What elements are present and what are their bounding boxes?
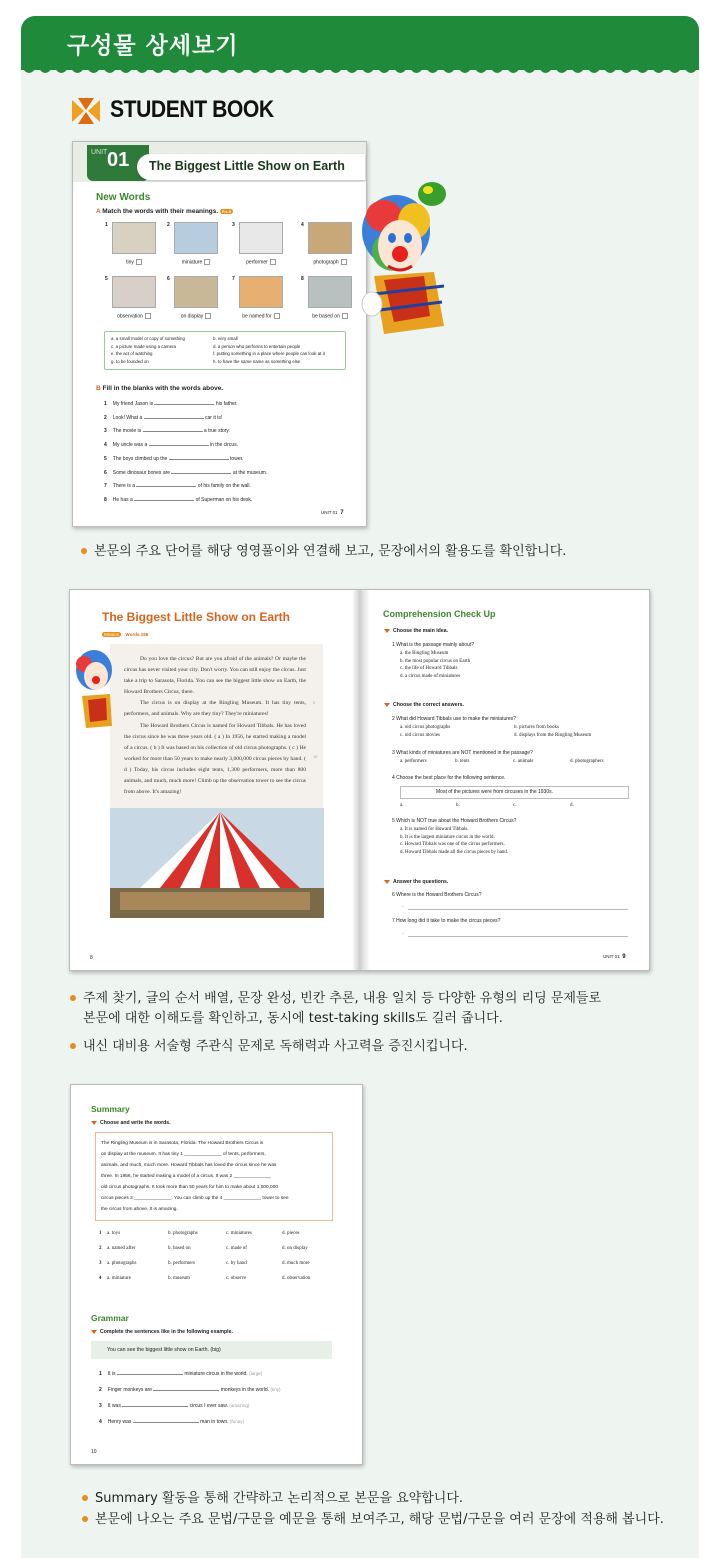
word-number: 4 xyxy=(301,222,304,228)
summary-line: the circus from above. It is amazing. xyxy=(101,1207,178,1212)
passage-paragraph: Do you love the circus? But are you afraid of the animals? Or maybe the circus has never visited your city. Don't worry. You can still enjoy the circus. Just take a trip to Sarasota, Florida. You can see the biggest little show on Earth, the Howard Brothers Circus, there. xyxy=(124,656,306,696)
answer-option: c. Howard Tibbals was one of the circus performers. xyxy=(400,842,505,847)
sentence-end: car it is! xyxy=(203,414,223,421)
grammar-heading: Grammar xyxy=(91,1313,129,1323)
bullet-item: 주제 찾기, 글의 순서 배열, 문장 완성, 빈칸 추론, 내용 일치 등 다양한 유형의 리딩 문제들로 본문에 대한 이해도를 확인하고, 동시에 test-taking skills도 길러 줍니다. xyxy=(70,989,690,1029)
scallop-edge xyxy=(21,66,699,78)
word-label: miniature xyxy=(167,259,225,265)
summary-text xyxy=(101,1138,289,1215)
answer-option: b. the most popular circus on Earth xyxy=(400,658,471,664)
fill-blank-sentence xyxy=(104,455,243,462)
sentence-start: Look! What a xyxy=(112,414,144,421)
fill-blank-sentence xyxy=(104,496,252,503)
bullet-dot xyxy=(82,1516,88,1522)
grammar-item-number: 4 xyxy=(99,1419,102,1425)
grammar-blank xyxy=(122,1402,188,1407)
meaning-item: a. a small model or copy of something xyxy=(111,336,185,341)
answer-option: b. pictures from books xyxy=(514,725,559,730)
word-number: 1 xyxy=(105,222,108,228)
passage-text xyxy=(124,654,306,798)
reading-title: The Biggest Little Show on Earth xyxy=(102,610,291,624)
word-picture xyxy=(308,276,352,308)
bullet-dot xyxy=(81,548,87,554)
meaning-item: f. putting something in a place where people can look at it xyxy=(213,351,325,357)
sentence-start: The movie is xyxy=(112,428,143,435)
section-b-instruction: B Fill in the blanks with the words above. xyxy=(96,385,224,392)
choice-option: a. named after xyxy=(107,1246,136,1251)
meaning-item: e. the act of watching xyxy=(111,351,153,357)
sentence-number: 2 xyxy=(104,414,107,421)
choice-option: b. museum xyxy=(168,1276,190,1281)
answer-blank xyxy=(144,414,204,419)
answer-option: d. a circus made of miniatures xyxy=(400,673,461,679)
answer-box xyxy=(145,313,151,319)
word-label: tiny xyxy=(105,259,163,265)
answer-box xyxy=(136,259,142,265)
question-text: 1 What is the passage mainly about? xyxy=(392,642,474,648)
page-summary-grammar xyxy=(70,1084,363,1465)
choice-option: d. pieces xyxy=(282,1231,300,1236)
choice-option: d. much more xyxy=(282,1261,310,1266)
answer-blank xyxy=(143,427,203,432)
answer-box xyxy=(270,259,276,265)
grammar-item-start: Finger monkeys are xyxy=(107,1387,154,1393)
clown-illustration xyxy=(354,176,454,336)
grammar-hint: (amazing) xyxy=(229,1403,250,1408)
grammar-item-start: It was xyxy=(107,1403,123,1409)
section-a-letter: A xyxy=(96,208,101,215)
choice-option: a. toys xyxy=(107,1231,121,1236)
word-label: observation xyxy=(105,313,163,319)
word-number: 3 xyxy=(232,222,235,228)
answer-arrow: → xyxy=(400,930,405,936)
sentence-start: My friend Jason is xyxy=(112,401,155,407)
question-text: 5 Which is NOT true about the Howard Brothers Circus? xyxy=(392,818,517,824)
sentence-end: in the circus. xyxy=(208,442,239,449)
passage-paragraph: The Howard Brothers Circus is named for Howard Tibbals. He has loved the circus since he was three years old. ( a ) In 1956, he started making a model of a circus. ( b ) It was based on his collection of old circus photographs. ( c ) He worked for more than 50 years to make nearly 3,000,000 circus pieces by hand. ( d ) Today, his circus includes eight tents, 1,300 performers, more than 800 animals, and much, much more! Climb up the observation tower to see the circus from above. It's amazing! xyxy=(124,722,306,796)
answer-blank xyxy=(136,482,196,487)
meanings-left xyxy=(111,335,185,365)
word-picture xyxy=(174,276,218,308)
answer-box xyxy=(205,313,211,319)
grammar-hint: (large) xyxy=(249,1371,263,1376)
choice-number: 4 xyxy=(99,1276,102,1281)
word-picture xyxy=(112,276,156,308)
word-label: be named for xyxy=(232,313,290,319)
question-text: 6 Where is the Howard Brothers Circus? xyxy=(392,892,482,898)
sentence-number: 8 xyxy=(104,496,107,503)
grammar-item-end: miniature circus in the world. xyxy=(182,1371,250,1377)
question-text: 7 How long did it take to make the circus pieces? xyxy=(392,918,501,924)
word-number: 8 xyxy=(301,276,304,282)
answer-line-7 xyxy=(408,936,628,937)
answer-blank xyxy=(149,441,209,446)
section-label: STUDENT BOOK xyxy=(110,96,274,123)
grammar-hint: (funny) xyxy=(229,1419,244,1424)
summary-instruction: Choose and write the words. xyxy=(91,1120,171,1126)
word-number: 2 xyxy=(167,222,170,228)
choice-number: 1 xyxy=(99,1231,102,1236)
unit-word: UNIT xyxy=(91,149,108,156)
grammar-blank xyxy=(153,1386,219,1391)
left-page-number: 8 xyxy=(90,955,93,961)
page-footer: UNIT 01 7 xyxy=(321,510,344,516)
word-picture xyxy=(239,222,283,254)
fill-blank-sentence xyxy=(104,469,267,476)
section-heading-text: Answer the questions. xyxy=(393,879,449,885)
sentence-number: 4 xyxy=(104,442,107,449)
answer-box xyxy=(341,259,347,265)
sentence-end: tower. xyxy=(228,455,244,462)
sentence-end: of Superman on his desk. xyxy=(194,496,253,503)
summary-line: old circus photographs. It took more than 50 years for him to make about 1,000,000 xyxy=(101,1185,279,1190)
grammar-item xyxy=(99,1402,249,1409)
reading-meta: Mission Words 158 xyxy=(104,632,149,637)
question-text: 4 Choose the best place for the following sentence. xyxy=(392,775,506,781)
sentence-end: a true story. xyxy=(202,428,230,435)
small-clown-illustration xyxy=(74,648,114,728)
grammar-hint: (tiny) xyxy=(270,1387,281,1392)
sentence-number: 5 xyxy=(104,455,107,462)
mission-badge: Mission xyxy=(104,632,120,637)
book-logo-icon xyxy=(72,98,100,124)
choice-option: c. observe xyxy=(226,1276,247,1281)
new-words-heading: New Words xyxy=(96,192,151,203)
bullet-item: 내신 대비용 서술형 주관식 문제로 독해력과 사고력을 증진시킵니다. xyxy=(70,1037,690,1057)
sentence-number: 1 xyxy=(104,401,107,407)
grammar-item-number: 3 xyxy=(99,1403,102,1409)
sentence-number: 3 xyxy=(104,428,107,435)
question-text: 3 What kinds of miniatures are NOT mentioned in the passage? xyxy=(392,750,533,756)
summary-line: circus pieces 3 ______________. You can climb up the 4 ______________ tower to see xyxy=(101,1196,289,1201)
choice-option: c. made of xyxy=(226,1246,247,1251)
sentence-number: 6 xyxy=(104,469,107,476)
sentence-end: at the museum. xyxy=(231,469,268,476)
sentence-start: Some dinosaur bones are xyxy=(112,469,172,476)
grammar-item xyxy=(99,1370,262,1377)
word-label: performer xyxy=(232,259,290,265)
grammar-item xyxy=(99,1418,244,1425)
sentence-end: his father. xyxy=(214,401,238,407)
summary-line: animals, and much, much more. Howard Tibbals has loved the circus since he was xyxy=(101,1163,277,1168)
sentence-number: 7 xyxy=(104,483,107,490)
sentence-start: He has a xyxy=(112,496,135,503)
bullet-dot xyxy=(82,1495,88,1501)
unit-number: 01 xyxy=(107,149,130,171)
choice-number: 3 xyxy=(99,1261,102,1266)
meaning-item: g. to be founded on xyxy=(111,358,149,364)
choice-option: b. photographs xyxy=(168,1231,198,1236)
choice-option: a. miniature xyxy=(107,1276,131,1281)
bullet-dot xyxy=(70,1043,76,1049)
unit-title: The Biggest Little Show on Earth xyxy=(149,159,345,173)
word-number: 5 xyxy=(105,276,108,282)
page-number: 10 xyxy=(91,1449,97,1455)
answer-option: a. old circus photographs xyxy=(400,725,451,730)
grammar-item-end: man in town. xyxy=(198,1419,230,1425)
answer-option: a. the Ringling Museum xyxy=(400,651,449,656)
grammar-item-start: It is xyxy=(107,1371,117,1377)
meanings-right xyxy=(213,335,325,365)
passage-paragraph: The circus is on display at the Ringling Museum. It has tiny tents, performers, and animals. Why are they tiny? They're miniatures! xyxy=(124,700,306,718)
answer-blank xyxy=(169,455,229,460)
fill-blank-sentence xyxy=(104,400,238,407)
meaning-item: c. a picture made using a camera xyxy=(111,343,176,349)
bullet-dot xyxy=(70,995,76,1001)
bullet-item: 본문의 주요 단어를 해당 영영풀이와 연결해 보고, 문장에서의 활용도를 확인합니다. xyxy=(81,542,681,562)
answer-option: b. tents xyxy=(455,759,470,764)
answer-option: a. performers xyxy=(400,759,427,764)
header-bar xyxy=(21,16,699,70)
q4-sentence: Most of the pictures were from circuses in the 1930s. xyxy=(436,789,553,795)
grammar-item-start: Henry was xyxy=(107,1419,133,1425)
sentence-start: My uncle was a xyxy=(112,442,149,449)
choice-option: b. performers xyxy=(168,1261,195,1266)
answer-option: b. It is the largest miniature circus in the world. xyxy=(400,834,495,840)
word-label: be based on xyxy=(301,313,359,319)
meaning-item: b. very small xyxy=(213,336,238,341)
choice-option: b. based on xyxy=(168,1246,191,1251)
question-section-heading xyxy=(384,702,464,708)
choice-option: c. miniatures xyxy=(226,1231,252,1236)
summary-line: on display at the museum. It has tiny 1 ______________ of tents, performers, xyxy=(101,1152,266,1157)
summary-line: three. In 1956, he started making a model of a circus. It was 2 ______________ xyxy=(101,1174,271,1179)
word-label: on display xyxy=(167,313,225,319)
grammar-example: You can see the biggest little show on Earth. (big) xyxy=(107,1347,221,1353)
question-section-heading xyxy=(384,879,448,885)
word-number: 6 xyxy=(167,276,170,282)
word-label: photograph xyxy=(301,259,359,265)
spread-gutter xyxy=(352,590,370,971)
choice-option: d. observation xyxy=(282,1276,311,1281)
word-number: 7 xyxy=(232,276,235,282)
word-picture xyxy=(239,276,283,308)
summary-heading: Summary xyxy=(91,1104,130,1114)
answer-box xyxy=(274,313,280,319)
page-spread-reading: The Biggest Little Show on Earth Mission Words 158 Do you love the circus? But are you afraid of the animals? Or maybe the circus has never visited your city. Don't worry. You can still enjoy the circus. Just take a trip to Sarasota, Florida. You can see the biggest little show on Earth, the Howard Brothers Circus, there. The circus is on display at the Ringling Museum. It has tiny tents, performers, and animals. Why are they tiny? They're miniatures! The Howard Brothers Circus is named for Howard Tibbals. He has loved the circus since he was three years old. ( a ) In 1956, he started making a model of a circus. ( b ) It was based on his collection of old circus photographs. ( c ) He worked for more than 50 years to make nearly 3,000,000 circus pieces by hand. ( d ) Today, his circus includes eight tents, 1,300 performers, more than 800 animals, and much, much more! Climb up the observation tower to see the circus from above. It's amazing! 5 10 8 Comprehension Check Up Most of the pictures were from circuses in the 1930s. UNIT 01 9 Choose the main idea. 1 What is the passage mainly about? a. the Ringling Museum b. the most popular circus on Earth c. the life of Howard Tibbals d. a circus made of miniatures Choose the correct answers. 2 What did Howard Tibbals use to make the miniatures? a. old circus photographs b. pictures from books c. old circus movies d. displays from the Ringling Museum 3 What kinds of miniatures are NOT mentioned in the passage? a. performers b. tents c. animals d. photographers 4 Choose the best place for the following sentence. a. b. c. d. 5 Which is NOT true about the Howard Brothers Circus? a. It is named for Howard Tibbals. b. It is the largest miniature circus in the world. c. Howard Tibbals was one of the circus performers. d. Howard Tibbals made all the circus pieces by hand. Answer the questions. 6 Where is the Howard Brothers Circus? → 7 How long did it take to make the circus pieces? → xyxy=(69,589,650,971)
answer-option: d. xyxy=(570,803,574,808)
answer-option: c. old circus movies xyxy=(400,732,440,738)
choice-number: 2 xyxy=(99,1246,102,1251)
fill-blank-sentence xyxy=(104,482,251,489)
fill-blank-sentence xyxy=(104,414,222,421)
answer-arrow: → xyxy=(400,903,405,909)
answer-option: d. Howard Tibbals made all the circus pieces by hand. xyxy=(400,849,509,855)
word-picture xyxy=(174,222,218,254)
section-heading-text: Choose the main idea. xyxy=(393,628,449,634)
question-text: 2 What did Howard Tibbals use to make the miniatures? xyxy=(392,716,516,722)
grammar-item-end: monkeys in the world. xyxy=(219,1387,271,1393)
grammar-blank xyxy=(133,1418,199,1423)
fill-blank-sentence xyxy=(104,427,230,434)
choice-option: a. photographs xyxy=(107,1261,137,1266)
section-a-instruction: A Match the words with their meanings. P.4-5 xyxy=(96,208,232,215)
comprehension-title: Comprehension Check Up xyxy=(383,609,496,619)
fill-blank-sentence xyxy=(104,441,238,448)
answer-blank xyxy=(171,469,231,474)
sentence-start: There is a xyxy=(112,483,137,490)
answer-blank xyxy=(154,400,214,405)
grammar-instruction: Complete the sentences like in the following example. xyxy=(91,1329,233,1335)
summary-line: The Ringling Museum is in Sarasota, Florida. The Howard Brothers Circus is xyxy=(101,1141,264,1146)
section-heading-text: Choose the correct answers. xyxy=(393,702,464,708)
question-section-heading xyxy=(384,628,448,634)
grammar-item xyxy=(99,1386,281,1393)
answer-box xyxy=(342,313,348,319)
meaning-item: h. to have the same name as something else xyxy=(213,358,301,364)
meaning-item: d. a person who performs to entertain people xyxy=(213,343,301,349)
page-ref-badge: P.4-5 xyxy=(222,209,232,214)
bullet-item: Summary 활동을 통해 간략하고 논리적으로 본문을 요약합니다. xyxy=(82,1489,692,1509)
answer-line-6 xyxy=(408,909,628,910)
answer-option: b. xyxy=(456,803,460,808)
header-title: 구성물 상세보기 xyxy=(67,33,239,59)
answer-option: d. displays from the Ringling Museum xyxy=(514,732,592,738)
answer-option: c. xyxy=(513,803,517,808)
page-new-words xyxy=(72,141,367,527)
sentence-end: of his family on the wall. xyxy=(196,483,251,490)
answer-option: a. It is named for Howard Tibbals. xyxy=(400,827,469,832)
choice-option: c. by hand xyxy=(226,1261,247,1266)
grammar-item-number: 1 xyxy=(99,1371,102,1377)
answer-box xyxy=(204,259,210,265)
grammar-item-number: 2 xyxy=(99,1387,102,1393)
answer-blank xyxy=(134,496,194,501)
bullet-item: 본문에 나오는 주요 문법/구문을 예문을 통해 보여주고, 해당 문법/구문을 여러 문장에 적용해 봅니다. xyxy=(82,1510,692,1530)
word-picture xyxy=(112,222,156,254)
word-picture xyxy=(308,222,352,254)
choice-option: d. on display xyxy=(282,1246,308,1251)
answer-option: c. the life of Howard Tibbals xyxy=(400,666,458,671)
grammar-item-end: circus I ever saw. xyxy=(188,1403,230,1409)
sentence-start: The boys climbed up the xyxy=(112,455,169,462)
circus-tent-photo xyxy=(110,808,324,918)
answer-option: c. animals xyxy=(513,759,534,764)
right-page-footer: UNIT 01 9 xyxy=(603,954,626,960)
answer-option: a. xyxy=(400,803,404,808)
grammar-blank xyxy=(117,1370,183,1375)
answer-option: d. photographers xyxy=(570,759,604,764)
